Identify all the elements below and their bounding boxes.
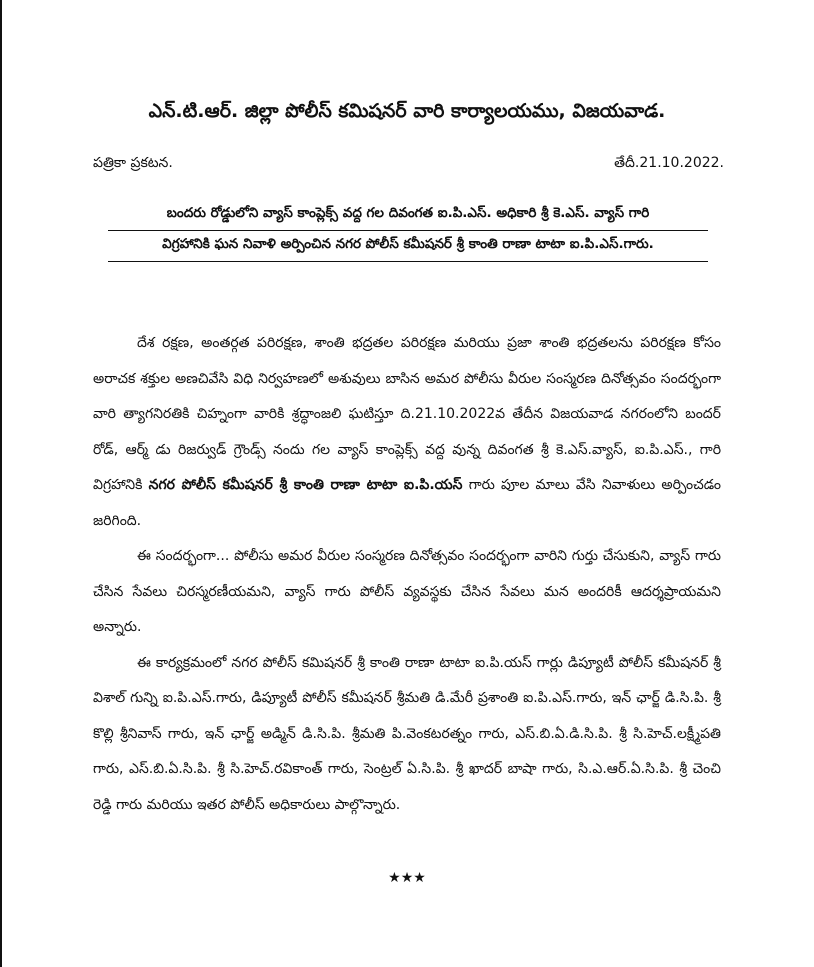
paragraph-2: ఈ సందర్భంగా... పోలీసు అమర వీరుల సంస్మరణ దినోత్సవం సందర్భంగా వారిని గుర్తు చేసుకుని, వ్యాస్ గారు చేసిన సేవలు చిరస్మరణీయమని, వ్యాస్ గారు పోలీస్ వ్యవస్థకు చేసిన సేవలు మన అందరికీ ఆదర్శప్రాయమని అన్నారు. [93,548,721,635]
paragraph-3: ఈ కార్యక్రమంలో నగర పోలీస్ కమిషనర్ శ్రీ కాంతి రాణా టాటా ఐ.పి.యస్ గార్లు డిప్యూటీ పోలీస్ కమీషనర్ శ్రీ విశాల్ గున్ని ఐ.పి.ఎస్.గారు, డిప్యూటీ పోలీస్ కమీషనర్ శ్రీమతి డి.మేరీ ప్రశాంతి ఐ.పి.ఎస్.గారు, ఇన్ ఛార్జ్ డి.సి.పి. శ్రీ కొల్లి శ్రీనివాస్ గారు, ఇన్ ఛార్జ్ అడ్మిన్ డి.సి.పి. శ్రీమతి పి.వెంకటరత్నం గారు, ఎస్.బి.ఏ.డి.సి.పి. శ్రీ సి.హెచ్.లక్ష్మీపతి గారు, ఎస్.బి.ఏ.సి.పి. శ్రీ సి.హెచ్.రవికాంత్ గారు, సెంట్రల్ ఏ.సి.పి. శ్రీ ఖాదర్ బాషా గారు, సి.ఎ.ఆర్.ఏ.సి.పి. శ్రీ చెంచి రెడ్డి గారు మరియు ఇతర పోలీస్ అధికారులు పాల్గొన్నారు. [93,654,721,813]
paragraph-1-text: దేశ రక్షణ, అంతర్గత పరిరక్షణ, శాంతి భద్రతల పరిరక్షణ మరియు ప్రజా శాంతి భద్రతలను పరిరక్షణ కోసం అరాచక శక్తుల అణచివేసి విధి నిర్వహణలో అశువులు బాసిన అమర పోలీసు వీరుల సంస్మరణ దినోత్సవం సందర్భంగా వారి త్యాగనిరతికి చిహ్నంగా వారికి శ్రద్ధాంజలి ఘటిస్తూ ది.21.10.2022వ తేదీన విజయవాడ నగరంలోని బందర్ రోడ్, ఆర్మ్ డు రిజర్వుడ్ గ్రౌండ్స్ నందు గల వ్యాస్ కాంప్లెక్స్ వద్ద వున్న దివంగత శ్రీ కె.ఎస్.వ్యాస్, ఐ.పి.ఎస్., గారి విగ్రహానికి [93,335,721,493]
page-edge-line [0,0,2,967]
paragraph-1-bold: నగర పోలీస్ కమీషనర్ శ్రీ కాంతి రాణా టాటా ఐ.పి.యస్ [148,477,463,493]
closing-stars: ★★★ [388,870,426,886]
office-title: ఎన్.టి.ఆర్. జిల్లా పోలీస్ కమిషనర్ వారి కార్యాలయము, విజయవాడ. [148,100,666,122]
body-text [93,326,721,823]
paragraph-1-tail: గారు పూల మాలు వేసి నివాళులు అర్పించడం జరిగింది. [93,477,721,529]
date-label: తేదీ.21.10.2022. [614,155,724,171]
paragraph-1 [93,326,721,539]
press-note-label: పత్రికా ప్రకటన. [93,155,173,171]
headline-line-1: బందరు రోడ్డులోని వ్యాస్ కాంప్లెక్స్ వద్ద గల దివంగత ఐ.పి.ఎస్. అధికారి శ్రీ కె.ఎస్. వ్యాస్ గారి [108,205,708,231]
headline-line-2: విగ్రహానికి ఘన నివాళి అర్పించిన నగర పోలీస్ కమీషనర్ శ్రీ కాంతి రాణా టాటా ఐ.పి.ఎస్.గారు. [108,236,708,262]
